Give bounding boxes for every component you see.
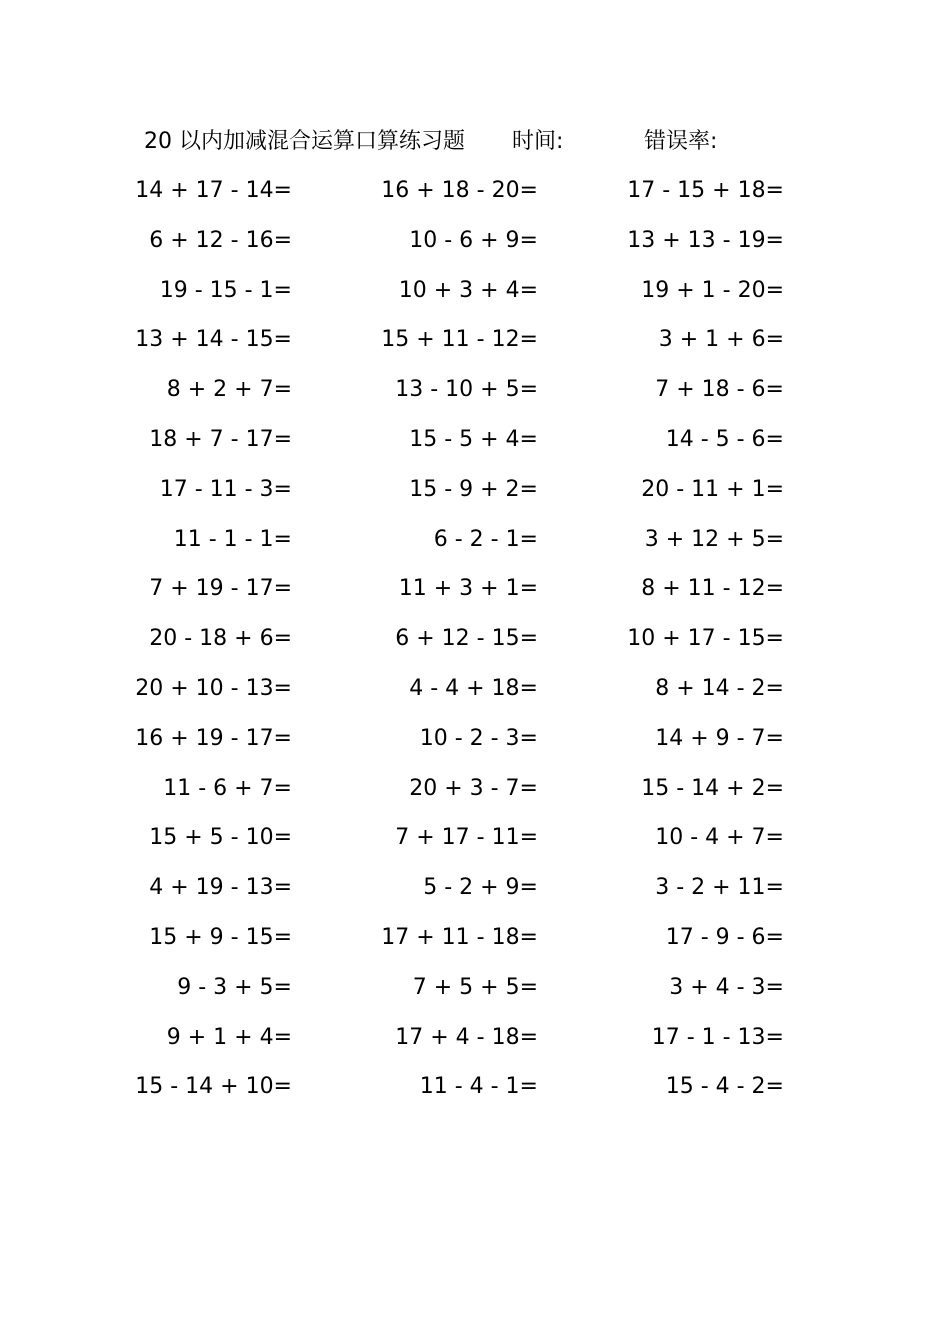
worksheet-title: 20 以内加减混合运算口算练习题: [144, 129, 465, 154]
problem-row: [0, 1069, 950, 1119]
problem-item: 8 + 14 - 2=: [655, 675, 784, 701]
problem-item: 8 + 11 - 12=: [641, 576, 784, 602]
problem-item: 14 + 9 - 7=: [655, 725, 784, 751]
problem-item: 14 - 5 - 6=: [665, 426, 784, 452]
problem-item: 15 - 4 - 2=: [665, 1074, 784, 1100]
problem-item: 20 + 3 - 7=: [409, 775, 538, 801]
error-rate-label: 错误率:: [644, 129, 718, 154]
problem-item: 11 - 4 - 1=: [419, 1074, 538, 1100]
problem-item: 20 + 10 - 13=: [135, 675, 292, 701]
problem-item: 15 + 11 - 12=: [381, 327, 538, 353]
problem-item: 7 + 17 - 11=: [395, 825, 538, 851]
problem-item: 10 - 2 - 3=: [419, 725, 538, 751]
problem-item: 5 - 2 + 9=: [423, 875, 538, 901]
worksheet-header: [144, 124, 844, 160]
problem-item: 7 + 18 - 6=: [655, 377, 784, 403]
problem-item: 16 + 19 - 17=: [135, 725, 292, 751]
problem-item: 19 - 15 - 1=: [159, 277, 292, 303]
problem-item: 11 + 3 + 1=: [398, 576, 538, 602]
problem-item: 13 + 14 - 15=: [135, 327, 292, 353]
problem-item: 3 - 2 + 11=: [655, 875, 784, 901]
problem-item: 17 - 9 - 6=: [665, 924, 784, 950]
problem-item: 6 - 2 - 1=: [433, 526, 538, 552]
problem-row: [0, 870, 950, 920]
problem-item: 20 - 11 + 1=: [641, 476, 784, 502]
problem-item: 20 - 18 + 6=: [149, 626, 292, 652]
problem-row: [0, 422, 950, 472]
problem-item: 10 + 17 - 15=: [627, 626, 784, 652]
problem-item: 18 + 7 - 17=: [149, 426, 292, 452]
problem-item: 7 + 5 + 5=: [412, 974, 538, 1000]
problem-row: [0, 372, 950, 422]
problem-item: 3 + 1 + 6=: [658, 327, 784, 353]
problem-item: 8 + 2 + 7=: [166, 377, 292, 403]
problem-row: [0, 273, 950, 323]
problem-item: 15 - 14 + 2=: [641, 775, 784, 801]
problem-item: 11 - 6 + 7=: [163, 775, 292, 801]
problem-item: 15 - 5 + 4=: [409, 426, 538, 452]
problem-row: [0, 173, 950, 223]
problem-item: 10 - 4 + 7=: [655, 825, 784, 851]
problem-item: 17 - 1 - 13=: [651, 1024, 784, 1050]
problem-item: 10 - 6 + 9=: [409, 227, 538, 253]
time-label: 时间:: [512, 129, 564, 154]
problem-item: 15 + 5 - 10=: [149, 825, 292, 851]
problem-item: 6 + 12 - 16=: [149, 227, 292, 253]
problem-row: [0, 671, 950, 721]
problem-item: 17 + 11 - 18=: [381, 924, 538, 950]
problem-item: 3 + 4 - 3=: [669, 974, 784, 1000]
problem-item: 4 + 19 - 13=: [149, 875, 292, 901]
problem-row: [0, 571, 950, 621]
problem-item: 7 + 19 - 17=: [149, 576, 292, 602]
problem-item: 19 + 1 - 20=: [641, 277, 784, 303]
problem-item: 15 - 9 + 2=: [409, 476, 538, 502]
problem-item: 4 - 4 + 18=: [409, 675, 538, 701]
problem-item: 9 + 1 + 4=: [166, 1024, 292, 1050]
problem-item: 9 - 3 + 5=: [177, 974, 292, 1000]
problem-row: [0, 721, 950, 771]
problem-item: 17 - 11 - 3=: [159, 476, 292, 502]
problem-item: 17 + 4 - 18=: [395, 1024, 538, 1050]
problem-item: 16 + 18 - 20=: [381, 178, 538, 203]
problem-item: 13 + 13 - 19=: [627, 227, 784, 253]
problem-item: 15 + 9 - 15=: [149, 924, 292, 950]
problem-row: [0, 322, 950, 372]
problem-row: [0, 1020, 950, 1070]
problem-row: [0, 621, 950, 671]
problem-item: 15 - 14 + 10=: [135, 1074, 292, 1100]
problem-item: 3 + 12 + 5=: [644, 526, 784, 552]
problem-row: [0, 522, 950, 572]
problem-item: 14 + 17 - 14=: [135, 178, 292, 203]
problem-item: 13 - 10 + 5=: [395, 377, 538, 403]
problem-row: [0, 223, 950, 273]
problem-row: [0, 820, 950, 870]
problem-grid: [0, 173, 950, 1119]
problem-item: 10 + 3 + 4=: [398, 277, 538, 303]
problem-row: [0, 771, 950, 821]
problem-item: 11 - 1 - 1=: [173, 526, 292, 552]
problem-row: [0, 970, 950, 1020]
problem-item: 17 - 15 + 18=: [627, 178, 784, 203]
problem-row: [0, 920, 950, 970]
problem-item: 6 + 12 - 15=: [395, 626, 538, 652]
problem-row: [0, 472, 950, 522]
